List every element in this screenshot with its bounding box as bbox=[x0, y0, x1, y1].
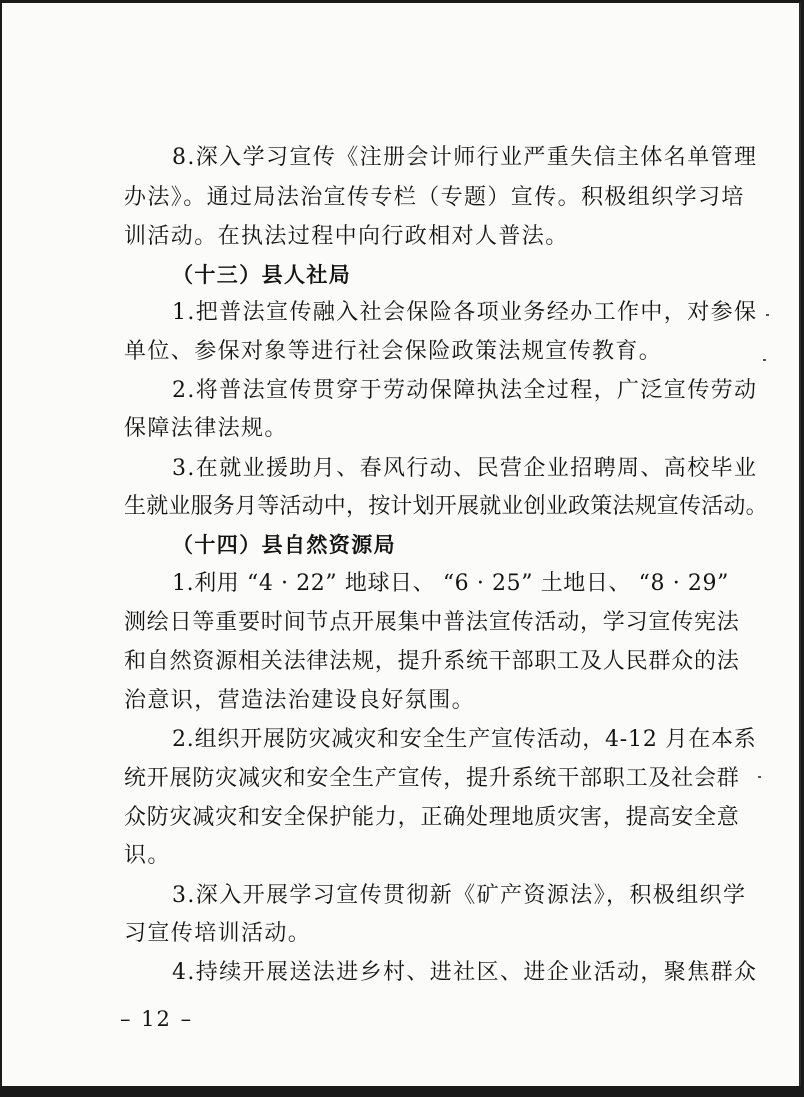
text-line: 3.深入开展学习宣传贯彻新《矿产资源法》，积极组织学 bbox=[172, 883, 747, 908]
text-line: 测绘日等重要时间节点开展集中普法宣传活动，学习宣传宪法 bbox=[124, 610, 740, 635]
text-line: 众防灾减灾和安全保护能力，正确处理地质灾害，提高安全意 bbox=[124, 805, 740, 830]
text-line: 统开展防灾减灾和安全生产宣传，提升系统干部职工及社会群 bbox=[124, 766, 740, 791]
text-line: 2.将普法宣传贯穿于劳动保障执法全过程，广泛宣传劳动 bbox=[172, 378, 758, 403]
section-heading: （十三）县人社局 bbox=[172, 263, 352, 287]
scan-speck bbox=[763, 359, 766, 361]
text-line: 单位、参保对象等进行社会保险政策法规宣传教育。 bbox=[124, 339, 663, 364]
text-line: 生就业服务月等活动中，按计划开展就业创业政策法规宣传活动。 bbox=[124, 494, 768, 519]
text-line: 3.在就业援助月、春风行动、民营企业招聘周、高校毕业 bbox=[172, 456, 758, 481]
text-line: 治意识，营造法治建设良好氛围。 bbox=[124, 688, 476, 713]
document-page bbox=[2, 3, 801, 1086]
text-line: 2.组织开展防灾减灾和安全生产宣传活动，4-12 月在本系 bbox=[172, 727, 757, 752]
text-line: 办法》。通过局法治宣传专栏（专题）宣传。积极组织学习培 bbox=[124, 185, 745, 210]
section-heading: （十四）县自然资源局 bbox=[172, 533, 396, 557]
scan-speck bbox=[758, 776, 761, 778]
scan-speck bbox=[766, 314, 769, 316]
page-number: – 12 – bbox=[120, 1007, 194, 1031]
text-line: 1.利用 “4 · 22” 地球日、 “6 · 25” 土地日、 “8 · 29” bbox=[172, 571, 729, 596]
text-line: 1.把普法宣传融入社会保险各项业务经办工作中，对参保 bbox=[172, 300, 758, 325]
text-line: 保障法律法规。 bbox=[124, 416, 288, 441]
text-line: 4.持续开展送法进乡村、进社区、进企业活动，聚焦群众 bbox=[172, 960, 758, 985]
text-line: 8.深入学习宣传《注册会计师行业严重失信主体名单管理 bbox=[172, 145, 758, 170]
text-line: 习宣传培训活动。 bbox=[124, 921, 312, 946]
text-line: 识。 bbox=[124, 843, 171, 868]
text-line: 训活动。在执法过程中向行政相对人普法。 bbox=[124, 224, 569, 249]
text-line: 和自然资源相关法律法规，提升系统干部职工及人民群众的法 bbox=[124, 649, 740, 674]
